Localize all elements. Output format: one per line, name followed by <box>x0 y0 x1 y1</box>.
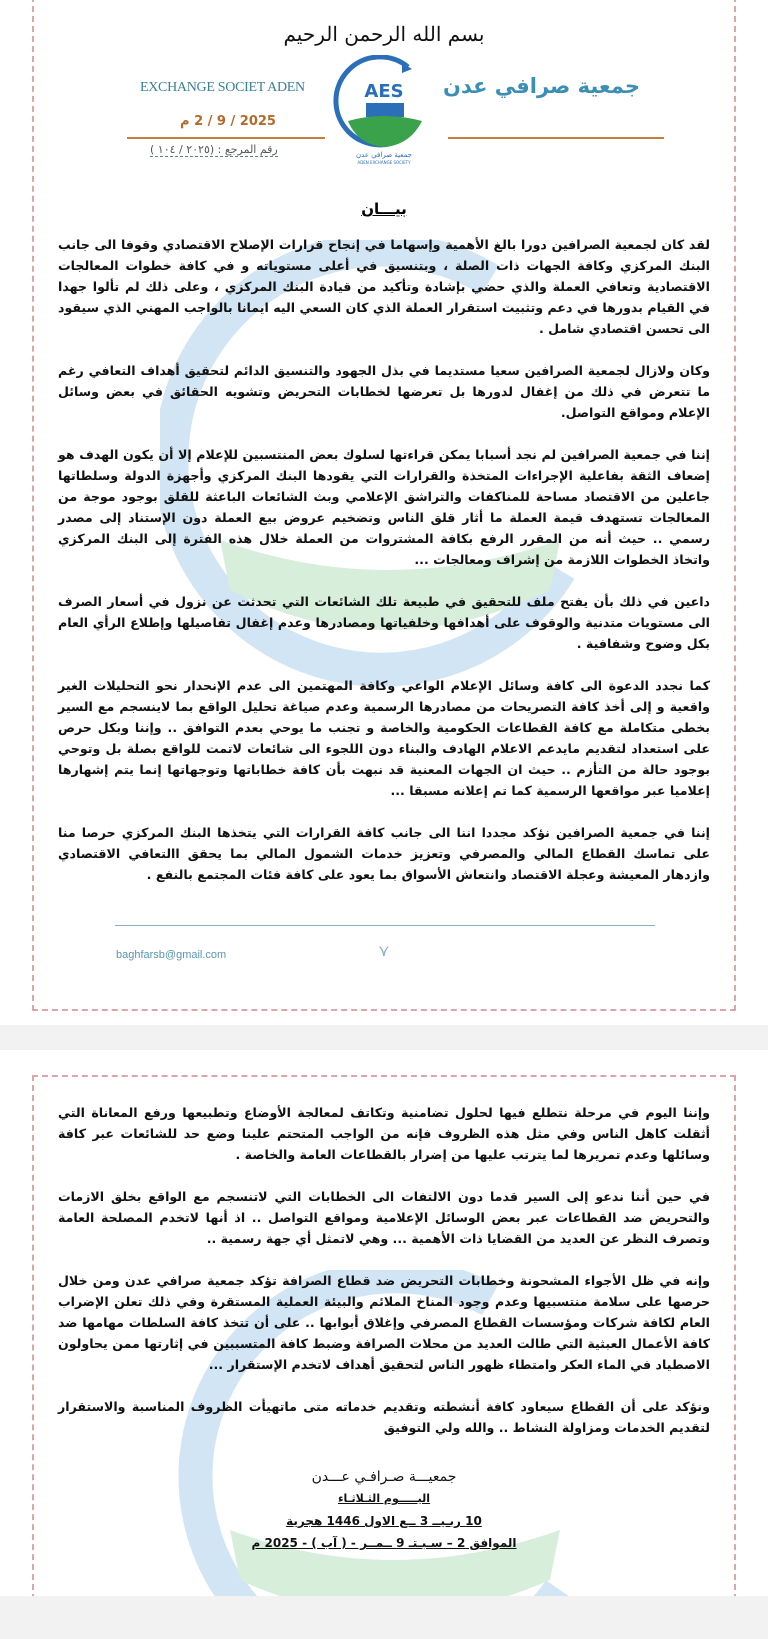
arabic-org-name: جمعية صرافي عدن <box>443 74 640 98</box>
logo-text: AES <box>364 81 404 102</box>
page-footer <box>0 925 768 995</box>
paragraph: وكان ولازال لجمعية الصرافين سعيا مستديما في بذل الجهود والتنسيق الدائم لتحقيق أهداف التعافي رغم ما تتعرض في ذلك من إغفال لدورها بل تعرضها لخطابات التحريض وتشويه الحقائق في بعض وسائل الإعلام ومواقع التواصل. <box>58 363 710 420</box>
logo-caption-en: ADEN EXCHANGE SOCIETY <box>357 160 411 165</box>
signature-org: جمعيـــة صـرافـي عـــدن <box>311 1469 457 1485</box>
basmala: بسم الله الرحمن الرحيم <box>283 22 485 46</box>
page-2 <box>0 1050 768 1596</box>
paragraph: وإنه في ظل الأجواء المشحونة وخطابات التحريض ضد قطاع الصرافة تؤكد جمعية صرافي عدن ومن خلال حرصها على سلامة منتسبيها وعدم وجود المناخ الملائم والبيئة العملية المستقرة وفي ذلك تعلن الإضراب العام لكافة شركات ومؤسسات القطاع المصرفي وإغلاق أبوابها .. على أن تتخذ كافة السلطات مهامها ضد كافة الأعمال العبثية التي طالت العديد من محلات الصرافة وضبط كافة المتسببين في إثارتها ممن يحاولون الاصطياد في الماء العكر وامتطاء ظهور الناس لتحقيق أهداف لاتخدم الإستقرار ... <box>58 1273 710 1372</box>
paragraph: إننا في جمعية الصرافين لم نجد أسبابا يمكن قراءتها لسلوك بعض المنتسبين للإعلام إلا أن يكون الهدف هو إضعاف الثقة بفاعلية الإجراءات المتخذة والقرارات التي يقودها البنك المركزي وأجهزة الدولة وسلطاتها جاعلين من الاقتصاد مساحة للمناكفات والتراشق الإعلامي وبث الشائعات الباعثة للقلق بوجود موجة من المعالجات تستهدف قيمة العملة ما أثار قلق الناس وتضخيم عروض بيع العملة دون الإستناد إلى مصدر رسمي .. حيث أنه من المقرر الرفع بكافة المشتروات من العملة خلال هذه الفترة إلى البنك المركزي واتخاذ الخطوات اللازمة من إشراف ومعالجات ... <box>58 447 710 567</box>
paragraph: في حين أننا ندعو إلى السير قدما دون الالتفات الى الخطابات التي لاتنسجم مع الواقع بخلق الازمات والتحريض ضد القطاعات عبر بعض الوسائل الإعلامية ومواقع التواصل .. اذ أنها لاتخدم المصلحة العامة وتصرف النظر عن العديد من القضايا ذات الأهمية ... وهي لاتمثل أي جهة رسمية .. <box>58 1189 710 1246</box>
paragraph: لقد كان لجمعية الصرافين دورا بالغ الأهمية وإسهاما في إنجاح قرارات الإصلاح الاقتصادي وقوفا الى جانب البنك المركزي وكافة الجهات ذات الصلة ، وبتنسيق في أعلى مستوياته و في كافة خطوات المعالجات الاقتصادية وتعافي العملة والذي حضي بإشادة وتأكيد من قيادة البنك المركزي ، وعلى ذلك لم تألوا جهدا في القيام بدورها في دعم وتثبيت استقرار العملة الذي كان السعي اليه ايمانا بالواجب المهني الذي سيقود الى تحسن اقتصادي شامل . <box>58 237 710 336</box>
paragraph: داعين في ذلك بأن يفتح ملف للتحقيق في طبيعة تلك الشائعات التي تحدثت عن نزول في أسعار الصرف الى مستويات متدنية والوقوف على أهدافها وخلفياتها ومصادرها وعدم إغفال تفاصيلها وإطلاع الرأي العام بكل وضوح وشفافية . <box>58 594 710 651</box>
paragraph: ونؤكد على أن القطاع سيعاود كافة أنشطته وتقديم خدماته متى ماتهيأت الظروف المناسبة والاستقرار لتقديم الخدمات ومزاولة النشاط .. والله ولي التوفيق <box>58 1399 710 1435</box>
header-rule-left <box>127 137 325 139</box>
paragraph: وإننا اليوم في مرحلة نتطلع فيها لحلول تضامنية وتكاتف لمعالجة الأوضاع وتطبيعها ورفع المعاناة التي أثقلت كاهل الناس وفي مثل هذه الظروف فإنه من الواجب المتحتم علينا وضع حد للشائعات عبر كافة وسائلها وعدم تمريرها لما يترتب عليها من إضرار بالقطاعات العامة والخاصة . <box>58 1105 710 1162</box>
reference-number: رقم المرجع : (٢٠٢٥ / ١٠٤ ) <box>150 143 278 156</box>
document-title: بيـــان <box>361 200 407 218</box>
footer-email[interactable]: baghfarsb@gmail.com <box>116 949 227 961</box>
document-date: 2025 / 9 / 2 م <box>180 114 276 129</box>
signature-block <box>0 1468 768 1552</box>
paragraph: إننا في جمعية الصرافين نؤكد مجددا اننا الى جانب كافة القرارات التي يتخذها البنك المركزي حرصا منا على تماسك القطاع المالي والمصرفي وتعزيز خدمات الشمول المالي بما يحقق االتعافي الاقتصادي وازدهار المعيشة وعجلة الاقتصاد وانتعاش الأسواق بما يعود على كافة فئات المجتمع بالنفع . <box>58 825 710 882</box>
logo-caption-ar: جمعية صرافي عدن <box>356 151 412 159</box>
english-org-name: EXCHANGE SOCIET ADEN <box>140 80 305 95</box>
aes-logo <box>330 55 438 165</box>
letterhead <box>0 0 768 234</box>
bird-icon: ⋎ <box>378 941 390 960</box>
signature-day: اليـــــوم الثـلاثـاء <box>337 1492 431 1505</box>
header-rule-right <box>448 137 664 139</box>
paragraph: كما نجدد الدعوة الى كافة وسائل الإعلام الواعي وكافة المهتمين الى عدم الإنحدار نحو التحليلات الغير واقعية و إلى أخذ كافة التصريحات من مصادرها الرسمية وعدم صياغة تحليل الواقع بما لاينسجم مع السير بخطى متكاملة مع كافة القطاعات الحكومية والخاصة و تجنب ما يوحي بعدم التوافق .. وإننا وبكل حرص على استعداد لتقديم مايدعم الاعلام الهادف والبناء دون اللجوء الى شائعات لاتمت للواقع بصلة بل وتوحي بوجود حالة من التأزم .. حيث ان الجهات المعنية قد نبهت بأن كافة خطاباتها وتوجهاتها إنما يتم إشهارها إعلاميا عبر مواقعها الرسمية كما تم إعلانه مسبقا ... <box>58 678 710 798</box>
footer-divider <box>115 925 655 926</box>
signature-gregorian-date: الموافق 2 – سـبـتـ 9 ــمــر - ( آب ) - 2025 م <box>251 1536 517 1550</box>
signature-hijri-date: 10 ربـيــ 3 ــع الاول 1446 هجرية <box>286 1514 482 1528</box>
